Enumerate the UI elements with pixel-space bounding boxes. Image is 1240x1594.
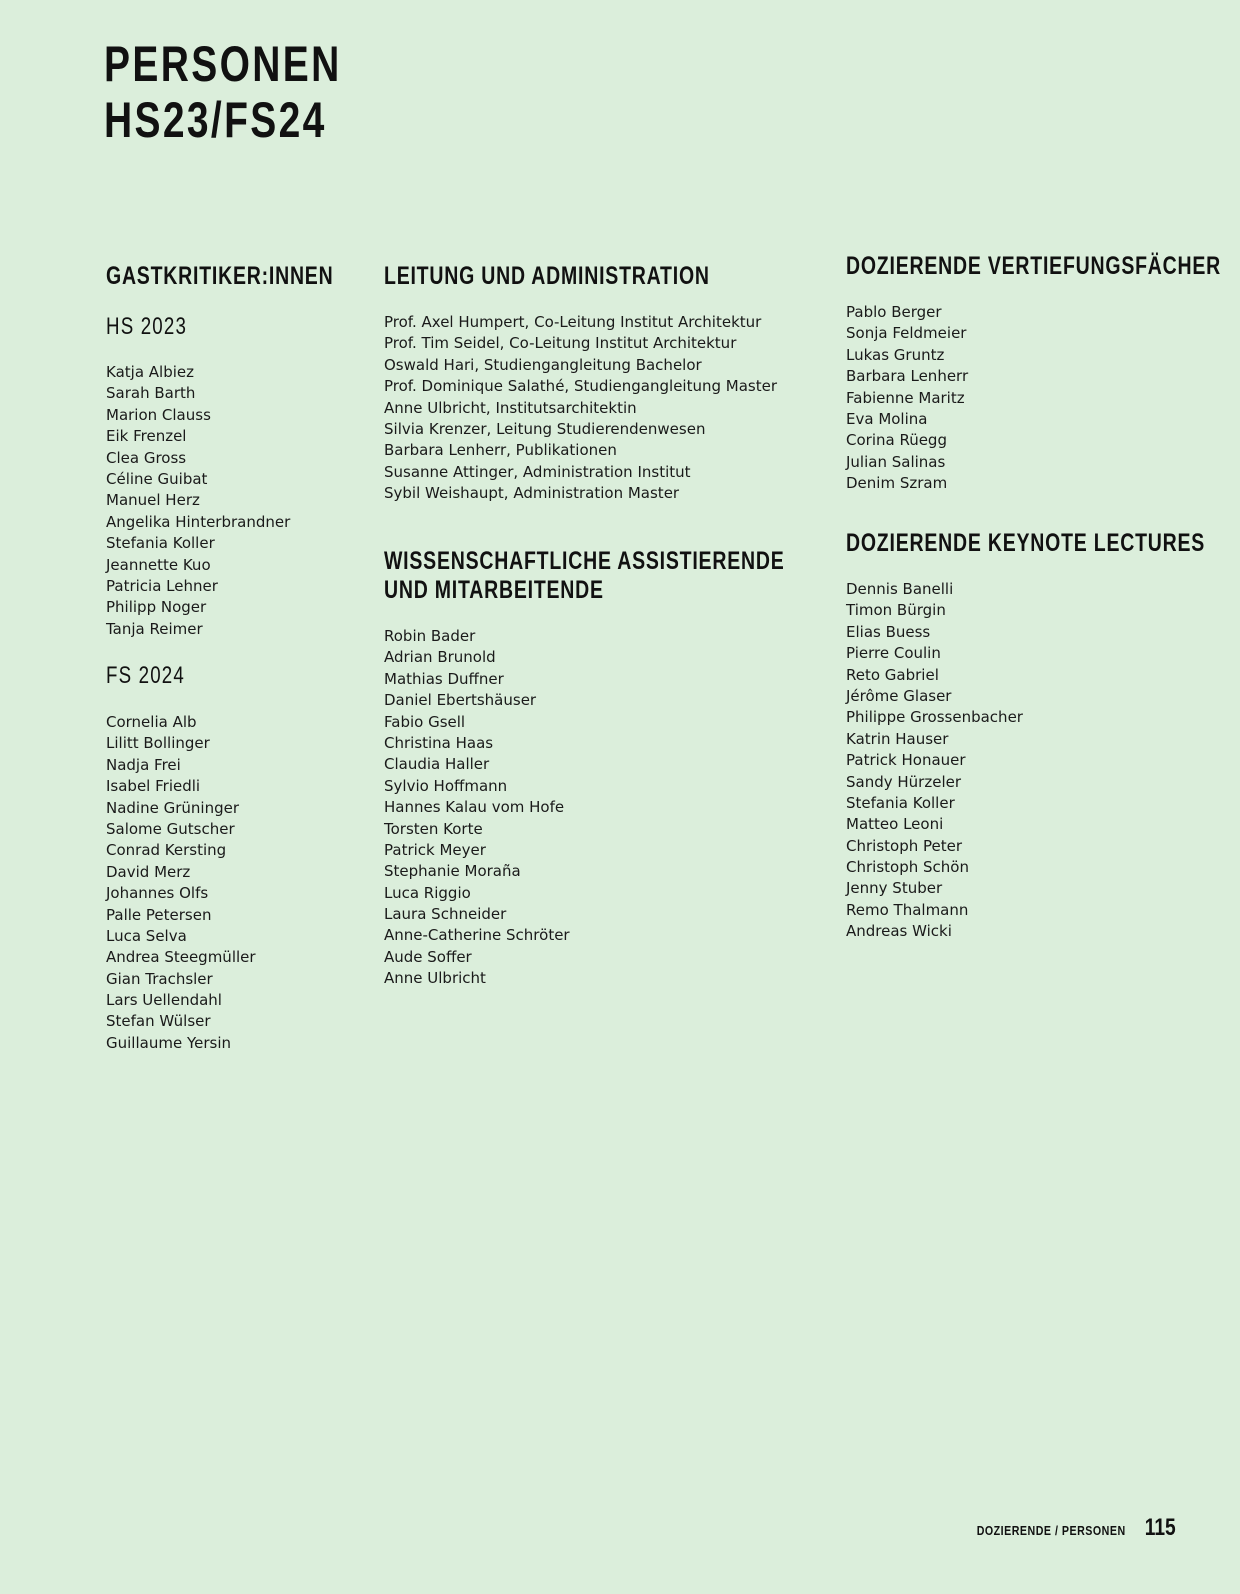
person-name: Stefania Koller [106,534,215,553]
person-name: Barbara Lenherr, Publikationen [384,441,617,460]
person-name: Sandy Hürzeler [846,772,962,791]
wissenschaftliche-heading-line-2: UND MITARBEITENDE [384,576,604,604]
vertiefung-heading: DOZIERENDE VERTIEFUNGSFÄCHER [846,252,1222,280]
person-name: David Merz [106,862,191,881]
wissenschaftliche-names-list [384,626,570,990]
section-fs2024 [106,662,207,690]
person-name: Pablo Berger [846,303,942,321]
person-name: Anne Ulbricht, Institutsarchitektin [384,398,637,417]
person-name: Corina Rüegg [846,431,947,450]
section-gastkritiker [106,262,398,291]
person-name: Stephanie Moraña [384,862,521,881]
person-name: Christoph Schön [846,858,969,877]
person-name: Barbara Lenherr [846,367,969,386]
section-wissenschaftliche [384,547,897,605]
person-name: Gian Trachsler [106,969,213,988]
person-name: Hannes Kalau vom Hofe [384,798,565,817]
leitung-names-list [384,312,777,505]
person-name: Timon Bürgin [846,601,946,620]
person-name: Manuel Herz [106,491,200,510]
person-name: Mathias Duffner [384,669,504,688]
person-name: Katrin Hauser [846,729,949,748]
person-name: Conrad Kersting [106,841,227,860]
person-name: Daniel Ebertshäuser [384,691,537,710]
person-name: Isabel Friedli [106,777,201,796]
wissenschaftliche-list-wrapper [384,626,570,990]
person-name: Fabienne Maritz [846,388,965,407]
person-name: Anne-Catherine Schröter [384,926,570,945]
keynote-list-wrapper [846,579,1023,943]
section-keynote [846,529,1240,558]
person-name: Nadja Frei [106,755,181,774]
section-leitung [384,262,802,291]
page-title-line-2: HS23/FS24 [104,92,327,148]
person-name: Prof. Axel Humpert, Co-Leitung Institut Architektur [384,313,762,331]
person-name: Eik Frenzel [106,427,187,446]
person-name: Christina Haas [384,733,494,752]
fs2024-names-list [106,712,256,1054]
person-name: Claudia Haller [384,755,490,774]
person-name: Sonja Feldmeier [846,324,967,343]
person-name: Robin Bader [384,627,476,645]
person-name: Christoph Peter [846,836,963,855]
person-name: Silvia Krenzer, Leitung Studierendenwesen [384,419,706,438]
person-name: Johannes Olfs [106,884,209,903]
person-name: Luca Riggio [384,883,471,902]
person-name: Patrick Honauer [846,751,966,770]
person-name: Denim Szram [846,474,948,493]
page-number: 115 [1145,1514,1176,1541]
person-name: Matteo Leoni [846,815,944,834]
leitung-list-wrapper [384,312,777,505]
section-hs2023 [106,313,210,341]
person-name: Luca Selva [106,926,187,945]
hs2023-list-wrapper [106,362,290,640]
person-name: Salome Gutscher [106,819,235,838]
person-name: Julian Salinas [846,452,946,471]
person-name: Andrea Steegmüller [106,948,256,967]
keynote-names-list [846,579,1023,943]
fs2024-list-wrapper [106,712,256,1054]
person-name: Céline Guibat [106,469,208,488]
person-name: Susanne Attinger, Administration Institut [384,462,691,481]
person-name: Sarah Barth [106,384,196,403]
person-name: Stefan Wülser [106,1012,211,1031]
vertiefung-list-wrapper [846,302,968,495]
page-title-line-1: PERSONEN [104,36,342,92]
person-name: Sylvio Hoffmann [384,776,508,795]
person-name: Clea Gross [106,448,187,467]
person-name: Jeannette Kuo [106,555,211,574]
person-name: Lukas Gruntz [846,345,945,364]
person-name: Patrick Meyer [384,840,486,859]
person-name: Palle Petersen [106,905,212,924]
person-name: Prof. Tim Seidel, Co-Leitung Institut Architektur [384,334,737,353]
person-name: Eva Molina [846,409,928,428]
person-name: Marion Clauss [106,405,211,424]
fs2024-heading: FS 2024 [106,662,185,689]
person-name: Lilitt Bollinger [106,734,210,753]
section-vertiefung [846,252,1240,281]
person-name: Prof. Dominique Salathé, Studiengangleitung Master [384,377,778,396]
person-name: Patricia Lehner [106,576,218,595]
person-name: Elias Buess [846,622,931,641]
person-name: Andreas Wicki [846,922,952,941]
person-name: Jérôme Glaser [846,686,952,705]
person-name: Angelika Hinterbrandner [106,512,291,531]
gastkritiker-heading: GASTKRITIKER:INNEN [106,262,334,290]
wissenschaftliche-heading-line-1: WISSENSCHAFTLICHE ASSISTIERENDE [384,547,785,575]
person-name: Philipp Noger [106,598,207,617]
footer-section-label: DOZIERENDE / PERSONEN [977,1523,1126,1538]
person-name: Guillaume Yersin [106,1033,231,1052]
person-name: Lars Uellendahl [106,991,222,1010]
person-name: Oswald Hari, Studiengangleitung Bachelor [384,355,702,374]
keynote-heading: DOZIERENDE KEYNOTE LECTURES [846,529,1206,557]
vertiefung-names-list [846,302,968,495]
person-name: Reto Gabriel [846,665,939,684]
person-name: Anne Ulbricht [384,969,486,988]
person-name: Adrian Brunold [384,648,496,667]
person-name: Torsten Korte [384,819,483,838]
hs2023-names-list [106,362,290,640]
hs2023-heading: HS 2023 [106,313,188,340]
person-name: Pierre Coulin [846,644,941,663]
person-name: Katja Albiez [106,363,194,381]
person-name: Aude Soffer [384,947,472,966]
person-name: Stefania Koller [846,793,955,812]
person-name: Jenny Stuber [846,879,943,898]
person-name: Cornelia Alb [106,713,197,731]
person-name: Dennis Banelli [846,580,954,598]
person-name: Remo Thalmann [846,900,969,919]
person-name: Fabio Gsell [384,712,466,731]
person-name: Philippe Grossenbacher [846,708,1023,727]
wissenschaftliche-heading [384,547,784,605]
person-name: Sybil Weishaupt, Administration Master [384,484,680,503]
leitung-heading: LEITUNG UND ADMINISTRATION [384,262,710,290]
person-name: Nadine Grüninger [106,798,240,817]
person-name: Tanja Reimer [106,619,203,638]
page-title [104,36,342,148]
person-name: Laura Schneider [384,905,507,924]
